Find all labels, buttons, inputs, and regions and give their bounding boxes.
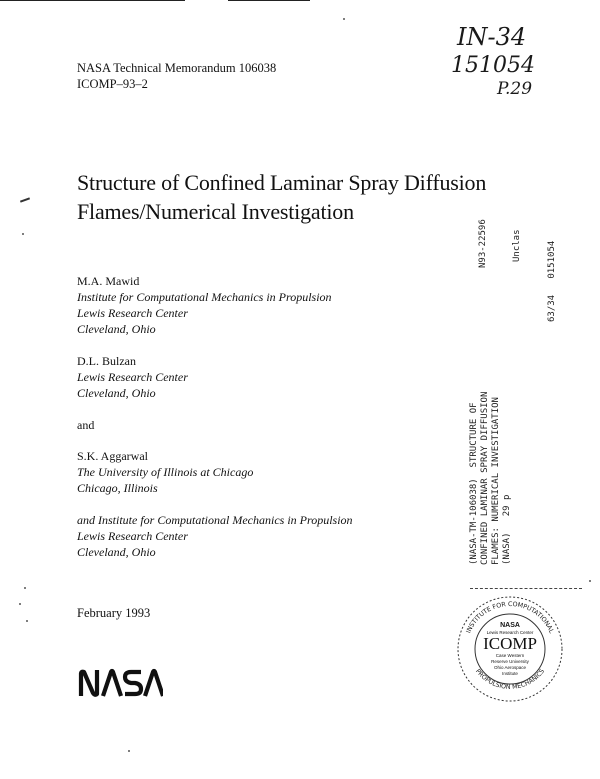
stamp-line-1: (NASA-TM-106038) STRUCTURE OF <box>469 402 479 565</box>
publication-date: February 1993 <box>77 606 151 620</box>
author-name: S.K. Aggarwal <box>77 449 148 463</box>
handwritten-number: 151054 <box>451 53 535 78</box>
seal-sub3: Reserve University <box>491 659 529 664</box>
seal-sub5: Institute <box>502 671 518 676</box>
handwritten-notes <box>445 22 575 98</box>
author-name: D.L. Bulzan <box>77 354 136 368</box>
author-name: M.A. Mawid <box>77 274 140 288</box>
scan-speck <box>343 18 345 20</box>
affiliation-line: and Institute for Computational Mechanics in Propulsion <box>77 513 353 527</box>
icomp-seal <box>455 594 565 704</box>
author-affiliation: Institute for Computational Mechanics in Propulsion <box>77 290 332 304</box>
seal-ring-top: INSTITUTE FOR COMPUTATIONAL <box>465 601 555 635</box>
memo-header <box>77 60 276 92</box>
nasa-logo <box>77 668 163 703</box>
author-block-3 <box>77 448 253 496</box>
seal-sub1: Lewis Research Center <box>486 630 534 635</box>
seal-nasa: NASA <box>500 622 520 629</box>
stamp-divider <box>470 588 582 589</box>
author-block-1 <box>77 273 332 337</box>
handwritten-category: IN-34 <box>457 23 527 51</box>
stamp-accession: N93-22596 <box>478 219 488 268</box>
seal-sub4: Ohio Aerospace <box>493 665 527 670</box>
icomp-number: ICOMP–93–2 <box>77 77 148 91</box>
stamp-line-3: FLAMES: NUMERICAL INVESTIGATION <box>491 397 501 565</box>
seal-center: ICOMP <box>483 634 537 653</box>
affiliation-line: Lewis Research Center <box>77 529 188 543</box>
additional-affiliation <box>77 512 353 560</box>
top-rule-right <box>228 0 310 1</box>
author-affiliation: Cleveland, Ohio <box>77 386 156 400</box>
nasa-worm-logo <box>77 668 163 698</box>
scan-speck <box>24 587 26 589</box>
scan-speck <box>26 620 28 622</box>
memo-number: NASA Technical Memorandum 106038 <box>77 61 277 75</box>
author-block-2 <box>77 353 188 401</box>
author-affiliation: Lewis Research Center <box>77 306 188 320</box>
author-affiliation: Lewis Research Center <box>77 370 188 384</box>
stamp-code: 63/34 0151054 <box>547 240 557 322</box>
stamp-line-2: CONFINED LAMINAR SPRAY DIFFUSION <box>480 391 490 565</box>
document-title <box>77 168 486 226</box>
scan-speck <box>128 750 130 752</box>
title-line-2: Flames/Numerical Investigation <box>77 199 354 224</box>
top-rule <box>0 0 185 1</box>
seal-sub2: Case Western <box>495 653 525 658</box>
scan-mark <box>20 197 30 202</box>
scan-speck <box>22 233 24 235</box>
author-affiliation: The University of Illinois at Chicago <box>77 465 254 479</box>
scan-speck <box>589 580 591 582</box>
scan-speck <box>19 603 21 605</box>
stamp-unclas: Unclas <box>512 229 522 262</box>
seal-graphic <box>455 594 565 704</box>
author-affiliation: Cleveland, Ohio <box>77 322 156 336</box>
handwritten-pages: P.29 <box>497 79 533 99</box>
author-affiliation: Chicago, Illinois <box>77 481 158 495</box>
affiliation-line: Cleveland, Ohio <box>77 545 156 559</box>
and-label: and <box>77 418 95 432</box>
title-line-1: Structure of Confined Laminar Spray Diffusion <box>77 170 487 195</box>
stamp-line-4: (NASA) 29 p <box>502 494 512 565</box>
seal-ring-bottom: PROPULSION MECHANICS <box>473 667 547 691</box>
